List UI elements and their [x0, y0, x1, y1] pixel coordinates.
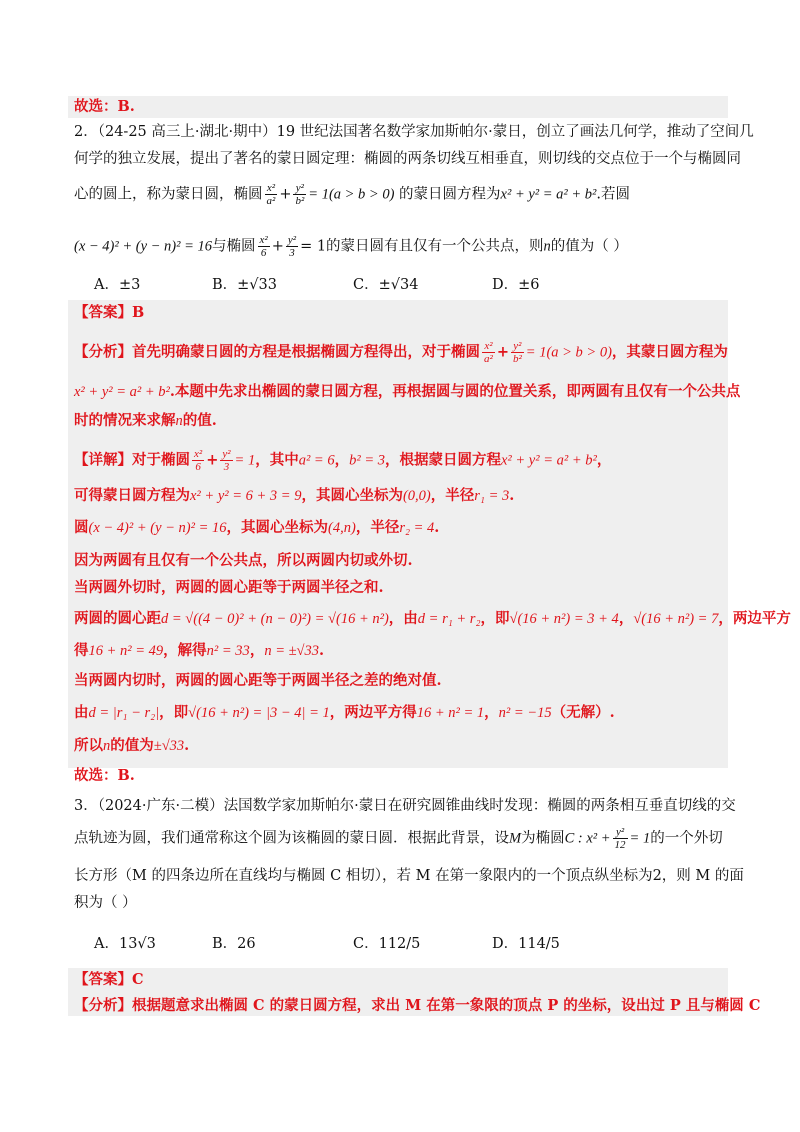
- q2-answer: 【答案】B: [74, 304, 145, 321]
- q3-line2: 点轨迹为圆，我们通常称这个圆为该椭圆的蒙日圆．根据此背景，设M为椭圆C : x² + $\frac{\text{y²}}{12}$ = 1的一个外切: [74, 826, 723, 851]
- q2-final-answer: 故选：B.: [74, 767, 135, 784]
- q2-option-b: B．±√33: [212, 277, 277, 293]
- q2-detail-line3: 圆(x − 4)² + (y − n)² = 16，其圆心坐标为(4,n)，半径r₂ = 4.: [74, 519, 440, 536]
- q2-line3-text-c: .若圆: [596, 186, 631, 203]
- fraction-x2-a2-b: $\frac{\text{x²}}{\text{a²}}$: [484, 340, 493, 365]
- monge-equation: x² + y² = a² + b²: [500, 186, 597, 203]
- fraction-x2-a2: $\frac{\text{x²}}{\text{a²}}$: [266, 182, 276, 207]
- top-answer: 故选：B.: [74, 98, 135, 115]
- q2-detail-line2: 可得蒙日圆方程为x² + y² = 6 + 3 = 9，其圆心坐标为(0,0)，半径r₁ = 3.: [74, 487, 515, 504]
- q3-option-c: C．112/5: [353, 936, 421, 952]
- q2-detail-line7: 得16 + n² = 49，解得n² = 33，n = ±√33.: [74, 642, 325, 659]
- q2-option-c: C．±√34: [353, 277, 419, 293]
- fraction-x2-6-b: $\frac{\text{x²}}{6}$: [194, 448, 203, 473]
- q2-line4-text-c: 的值为（ ）: [550, 238, 628, 255]
- q2-line1: 2．（24-25 高三上·湖北·期中）19 世纪法国著名数学家加斯帕尔·蒙日，创立了画法几何学，推动了空间几: [74, 124, 754, 140]
- q3-option-d: D．114/5: [492, 936, 560, 952]
- ellipse-condition: = 1(a > b > 0): [308, 186, 395, 203]
- q2-option-a: A．±3: [94, 277, 141, 293]
- fraction-y2-b2-b: $\frac{\text{y²}}{\text{b²}}$: [512, 340, 522, 365]
- var-n: n: [543, 238, 551, 255]
- fraction-y2-12: $\frac{\text{y²}}{12}$: [614, 826, 626, 851]
- q2-line4-text-b: 的蒙日圆有且仅有一个公共点，则: [326, 238, 544, 255]
- q3-line4: 积为（ ）: [74, 895, 137, 911]
- q2-line3-text: 心的圆上，称为蒙日圆，椭圆: [74, 186, 263, 203]
- q2-detail-line6: 两圆的圆心距d = √((4 − 0)² + (n − 0)²) = √(16 + n²)，由d = r₁ + r₂，即√(16 + n²) = 3 + 4，√(16 + n²) = 7，两边平方: [74, 610, 791, 627]
- q2-line4: (x − 4)² + (y − n)² = 16与椭圆 $\frac{\text{x²}}{6}$ + $\frac{\text{y²}}{3}$ = 1的蒙日圆有且仅有一个公共点，则n的值为（ ）: [74, 234, 628, 259]
- q2-detail-line8: 当两圆内切时，两圆的圆心距等于两圆半径之差的绝对值.: [74, 672, 442, 689]
- q3-answer: 【答案】C: [74, 971, 144, 988]
- fraction-y2-3: $\frac{\text{y²}}{3}$: [287, 234, 297, 259]
- q3-line1: 3．（2024·广东·二模）法国数学家加斯帕尔·蒙日在研究圆锥曲线时发现：椭圆的两条相互垂直切线的交: [74, 798, 736, 814]
- q3-analysis: 【分析】根据题意求出椭圆 C 的蒙日圆方程，求出 M 在第一象限的顶点 P 的坐标，设出过 P 且与椭圆 C: [74, 997, 761, 1014]
- q2-detail-line1: 【详解】对于椭圆 $\frac{\text{x²}}{6}$ + $\frac{\text{y²}}{3}$ = 1，其中a² = 6，b² = 3，根据蒙日圆方程x² + y² = a² + b²，: [74, 448, 612, 473]
- q2-line3: 心的圆上，称为蒙日圆，椭圆 $\frac{\text{x²}}{\text{a²}}$ + $\frac{\text{y²}}{\text{b²}}$ = 1(a > b > 0) 的蒙日圆方程为x² + y² = a² + b².若圆: [74, 182, 631, 207]
- q2-detail-line4: 因为两圆有且仅有一个公共点，所以两圆内切或外切.: [74, 552, 413, 569]
- fraction-x2-6: $\frac{\text{x²}}{6}$: [259, 234, 268, 259]
- q3-option-a: A．13√3: [94, 936, 156, 952]
- q2-option-d: D．±6: [492, 277, 540, 293]
- q2-detail-line9: 由d = |r₁ − r₂|，即√(16 + n²) = |3 − 4| = 1，两边平方得16 + n² = 1，n² = −15（无解）.: [74, 704, 615, 721]
- q2-analysis-line1: 【分析】首先明确蒙日圆的方程是根据椭圆方程得出，对于椭圆 $\frac{\text{x²}}{\text{a²}}$ + $\frac{\text{y²}}{\text{b²}}$ = 1(a > b > 0)，其蒙日圆方程为: [74, 340, 728, 365]
- q2-analysis-line3: 时的情况来求解n的值.: [74, 412, 217, 429]
- q2-line2: 何学的独立发展，提出了著名的蒙日圆定理：椭圆的两条切线互相垂直，则切线的交点位于一个与椭圆同: [74, 151, 741, 167]
- q2-line4-text: 与椭圆: [212, 238, 256, 255]
- circle-equation: (x − 4)² + (y − n)² = 16: [74, 238, 213, 255]
- q2-detail-line5: 当两圆外切时，两圆的圆心距等于两圆半径之和.: [74, 579, 384, 596]
- fraction-y2-b2: $\frac{\text{y²}}{\text{b²}}$: [295, 182, 305, 207]
- q2-analysis-line2: x² + y² = a² + b².本题中先求出椭圆的蒙日圆方程，再根据圆与圆的位置关系，即两圆有且仅有一个公共点: [74, 383, 741, 400]
- q2-detail-line10: 所以n的值为±√33.: [74, 737, 190, 754]
- fraction-y2-3-b: $\frac{\text{y²}}{3}$: [222, 448, 231, 473]
- q3-line3: 长方形（M 的四条边所在直线均与椭圆 C 相切），若 M 在第一象限内的一个顶点纵坐标为2，则 M 的面: [74, 868, 744, 884]
- q3-option-b: B．26: [212, 936, 256, 952]
- q2-line3-text-b: 的蒙日圆方程为: [394, 186, 501, 203]
